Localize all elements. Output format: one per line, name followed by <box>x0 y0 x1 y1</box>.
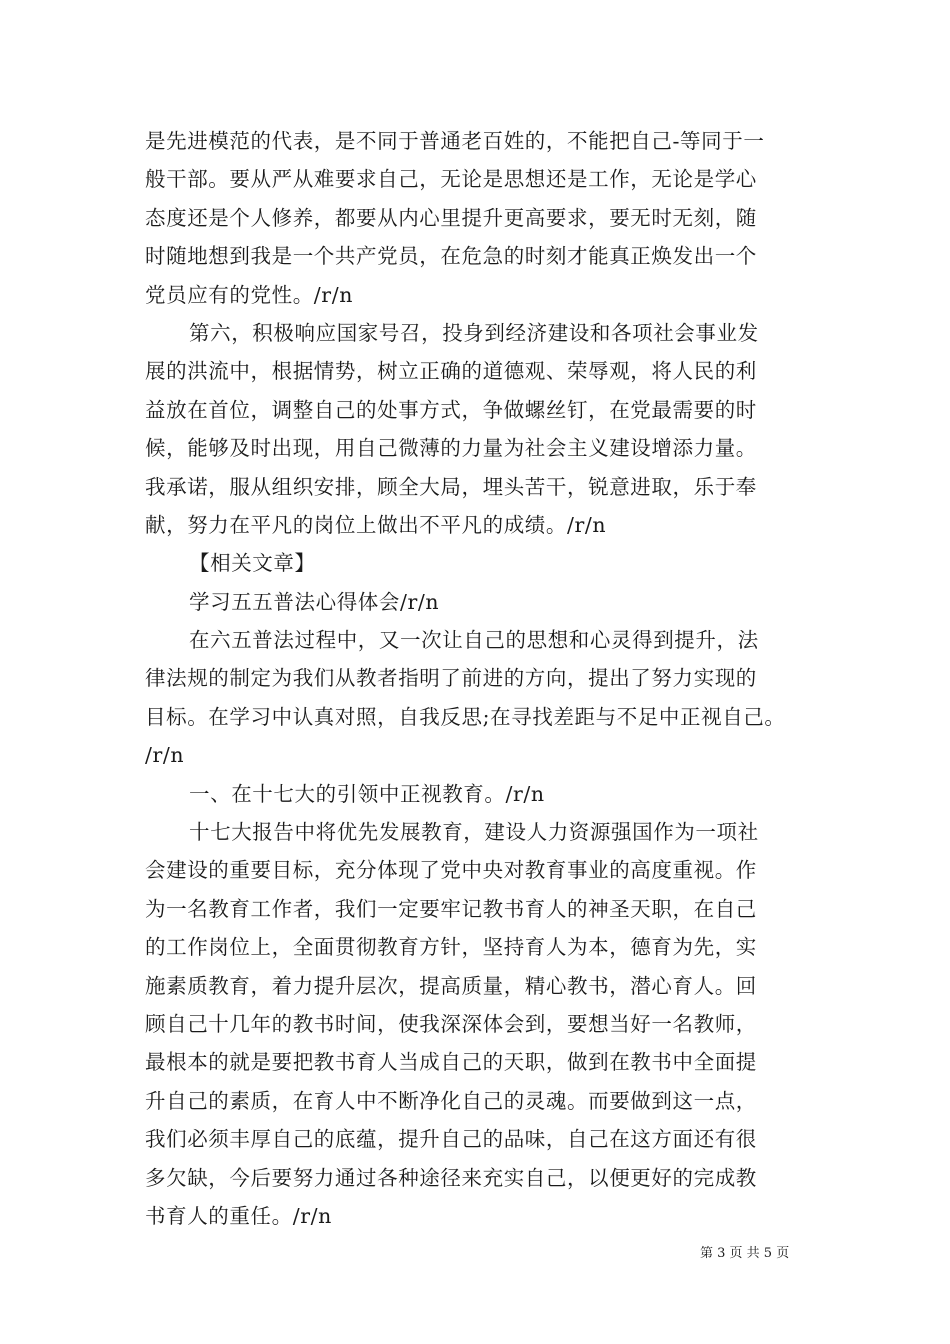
paragraph <box>145 775 825 813</box>
document-body <box>145 122 825 1235</box>
text-line: 态度还是个人修养，都要从内心里提升更高要求，要无时无刻，随 <box>145 205 757 230</box>
text-line: 是先进模范的代表，是不同于普通老百姓的，不能把自己-等同于一 <box>145 129 765 153</box>
text-line: 一、在十七大的引领中正视教育。/r/n <box>189 781 545 806</box>
text-line: 般干部。要从严从难要求自己，无论是思想还是工作，无论是学心 <box>145 167 757 192</box>
text-line: 为一名教育工作者，我们一定要牢记教书育人的神圣天职，在自己 <box>145 896 757 921</box>
text-line: 展的洪流中，根据情势，树立正确的道德观、荣辱观，将人民的利 <box>145 359 757 384</box>
text-line: 十七大报告中将优先发展教育，建设人力资源强国作为一项社 <box>189 820 759 845</box>
paragraph <box>145 314 825 544</box>
text-line: 律法规的制定为我们从教者指明了前进的方向，提出了努力实现的 <box>145 666 757 691</box>
text-line: 施素质教育，着力提升层次，提高质量，精心教书，潜心育人。回 <box>145 973 757 998</box>
text-line: 我承诺，服从组织安排，顾全大局，埋头苦干，锐意进取，乐于奉 <box>145 474 757 499</box>
text-line: 学习五五普法心得体会/r/n <box>189 589 440 614</box>
text-line: 党员应有的党性。/r/n <box>145 282 354 307</box>
text-line: 时随地想到我是一个共产党员，在危急的时刻才能真正焕发出一个 <box>145 244 757 269</box>
text-line: 顾自己十几年的教书时间，使我深深体会到，要想当好一名教师， <box>145 1011 757 1036</box>
text-line: 目标。在学习中认真对照，自我反思;在寻找差距与不足中正视自己。 <box>145 704 786 729</box>
text-line: 候，能够及时出现，用自己微薄的力量为社会主义建设增添力量。 <box>145 436 757 461</box>
text-line: 第六，积极响应国家号召，投身到经济建设和各项社会事业发 <box>189 320 759 345</box>
text-line: 最根本的就是要把教书育人当成自己的天职，做到在教书中全面提 <box>145 1050 757 1075</box>
text-line: 的工作岗位上，全面贯彻教育方针，坚持育人为本，德育为先，实 <box>145 935 757 960</box>
paragraph <box>145 813 825 1235</box>
page-number: 第 3 页 共 5 页 <box>700 1246 790 1261</box>
paragraph <box>145 621 825 775</box>
paragraph <box>145 583 825 621</box>
text-line: 我们必须丰厚自己的底蕴，提升自己的品味，自己在这方面还有很 <box>145 1127 757 1152</box>
text-line: /r/n <box>145 743 185 768</box>
text-line: 会建设的重要目标，充分体现了党中央对教育事业的高度重视。作 <box>145 858 757 883</box>
text-line: 献，努力在平凡的岗位上做出不平凡的成绩。/r/n <box>145 512 607 537</box>
text-line: 升自己的素质，在育人中不断净化自己的灵魂。而要做到这一点， <box>145 1088 757 1113</box>
text-line: 多欠缺，今后要努力通过各种途径来充实自己，以便更好的完成教 <box>145 1165 757 1190</box>
paragraph <box>145 544 825 582</box>
text-line: 益放在首位，调整自己的处事方式，争做螺丝钉，在党最需要的时 <box>145 397 757 422</box>
text-line: 书育人的重任。/r/n <box>145 1203 332 1228</box>
text-line: 【相关文章】 <box>189 551 316 576</box>
paragraph <box>145 122 825 314</box>
text-line: 在六五普法过程中，又一次让自己的思想和心灵得到提升，法 <box>189 628 759 653</box>
